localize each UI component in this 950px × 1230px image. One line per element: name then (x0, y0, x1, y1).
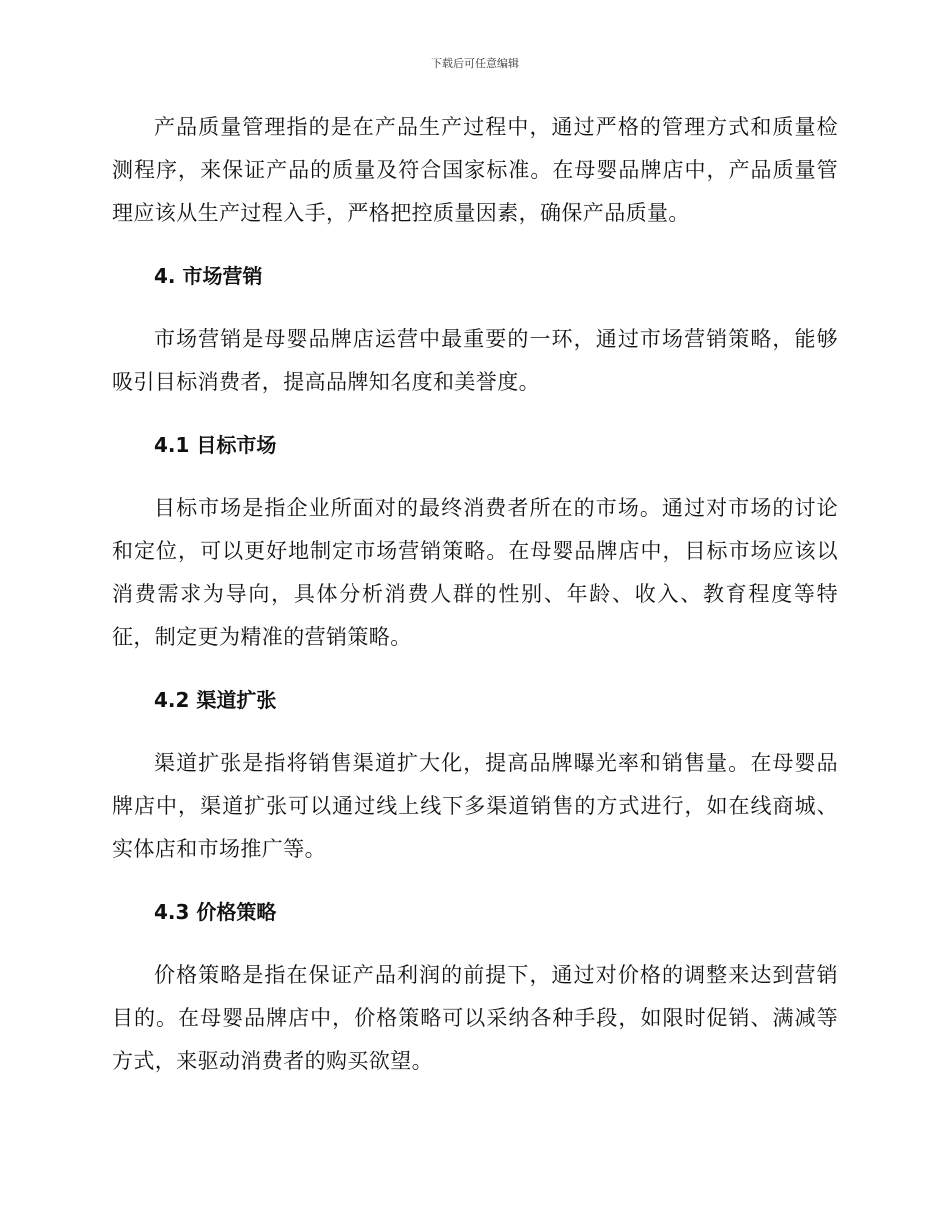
heading-marketing: 4. 市场营销 (154, 264, 263, 288)
paragraph-marketing: 市场营销是母婴品牌店运营中最重要的一环，通过市场营销策略，能够吸引目标消费者，提高品牌知名度和美誉度。 (112, 327, 838, 394)
page-header: 下载后可任意编辑 (431, 57, 519, 70)
heading-channel-expansion: 4.2 渠道扩张 (154, 688, 277, 712)
document-body (112, 106, 838, 1103)
paragraph-quality-management: 产品质量管理指的是在产品生产过程中，通过严格的管理方式和质量检测程序，来保证产品的质量及符合国家标准。在母婴品牌店中，产品质量管理应该从生产过程入手，严格把控质量因素，确保产品质量。 (112, 115, 838, 225)
paragraph-target-market: 目标市场是指企业所面对的最终消费者所在的市场。通过对市场的讨论和定位，可以更好地制定市场营销策略。在母婴品牌店中，目标市场应该以消费需求为导向，具体分析消费人群的性别、年龄、收入、教育程度等特征，制定更为精准的营销策略。 (112, 496, 838, 649)
heading-target-market: 4.1 目标市场 (154, 433, 277, 457)
paragraph-channel-expansion: 渠道扩张是指将销售渠道扩大化，提高品牌曝光率和销售量。在母婴品牌店中，渠道扩张可以通过线上线下多渠道销售的方式进行，如在线商城、实体店和市场推广等。 (112, 751, 838, 861)
paragraph-pricing-strategy: 价格策略是指在保证产品利润的前提下，通过对价格的调整来达到营销目的。在母婴品牌店中，价格策略可以采纳各种手段，如限时促销、满减等方式，来驱动消费者的购买欲望。 (112, 963, 838, 1073)
heading-pricing-strategy: 4.3 价格策略 (154, 900, 277, 924)
